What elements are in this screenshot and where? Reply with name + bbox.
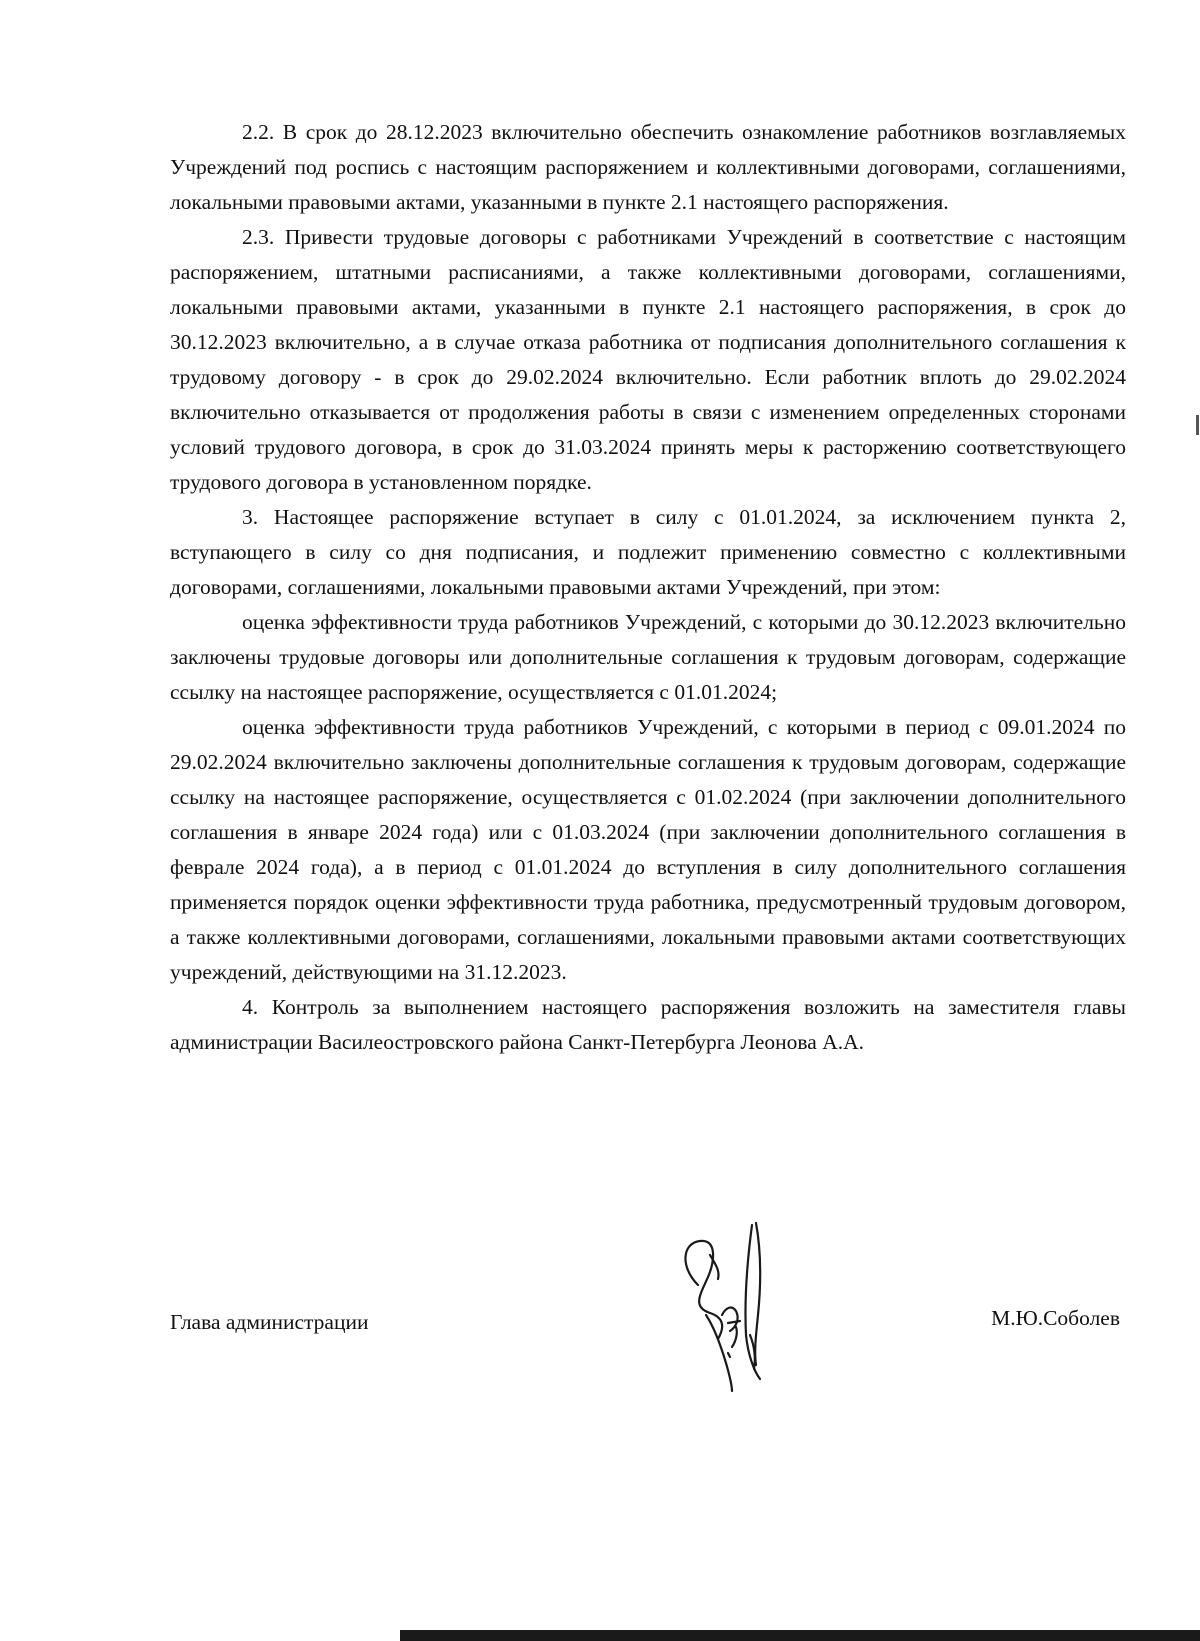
paragraph-2-2: 2.2. В срок до 28.12.2023 включительно обеспечить ознакомление работников возглавляемых Учреждений под роспись с настоящим распоряжением и коллективными договорами, соглашениями, локальными правовыми актами, указанными в пункте 2.1 настоящего распоряжения.: [170, 120, 1126, 214]
signatory-title: Глава администрации: [170, 1310, 369, 1334]
scan-edge-mark: [1196, 415, 1199, 435]
paragraph-3-item-1: оценка эффективности труда работников Учреждений, с которыми до 30.12.2023 включительно заключены трудовые договоры или дополнительные соглашения к трудовым договорам, содержащие ссылку на настоящее распоряжение, осуществляется с 01.01.2024;: [170, 610, 1126, 704]
paragraph-2-3: 2.3. Привести трудовые договоры с работниками Учреждений в соответствие с настоящим распоряжением, штатными расписаниями, а также коллективными договорами, соглашениями, локальными правовыми актами, указанными в пункте 2.1 настоящего распоряжения, в срок до 30.12.2023 включительно, а в случае отказа работника от подписания дополнительного соглашения к трудовому договору - в срок до 29.02.2024 включительно. Если работник вплоть до 29.02.2024 включительно отказывается от продолжения работы в связи с изменением определенных сторонами условий трудового договора, в срок до 31.03.2024 принять меры к расторжению соответствующего трудового договора в установленном порядке.: [170, 225, 1126, 494]
paragraph-3: 3. Настоящее распоряжение вступает в силу с 01.01.2024, за исключением пункта 2, вступающего в силу со дня подписания, и подлежит применению совместно с коллективными договорами, соглашениями, локальными правовыми актами Учреждений, при этом:: [170, 505, 1126, 599]
paragraph-4: 4. Контроль за выполнением настоящего распоряжения возложить на заместителя главы администрации Василеостровского района Санкт-Петербурга Леонова А.А.: [170, 995, 1126, 1054]
signatory-name: М.Ю.Соболев: [991, 1306, 1120, 1330]
handwritten-signature-icon: [670, 1215, 790, 1395]
paragraph-3-item-2: оценка эффективности труда работников Учреждений, с которыми в период с 09.01.2024 по 29.02.2024 включительно заключены дополнительные соглашения к трудовым договорам, содержащие ссылку на настоящее распоряжение, осуществляется с 01.02.2024 (при заключении дополнительного соглашения в январе 2024 года) или с 01.03.2024 (при заключении дополнительного соглашения в феврале 2024 года), а в период с 01.01.2024 до вступления в силу дополнительного соглашения применяется порядок оценки эффективности труда работника, предусмотренный трудовым договором, а также коллективными договорами, соглашениями, локальными правовыми актами соответствующих учреждений, действующими на 31.12.2023.: [170, 715, 1126, 984]
signature-block: [170, 1305, 1126, 1345]
scan-edge-line: [400, 1630, 1200, 1641]
document-body: [170, 115, 1126, 1060]
